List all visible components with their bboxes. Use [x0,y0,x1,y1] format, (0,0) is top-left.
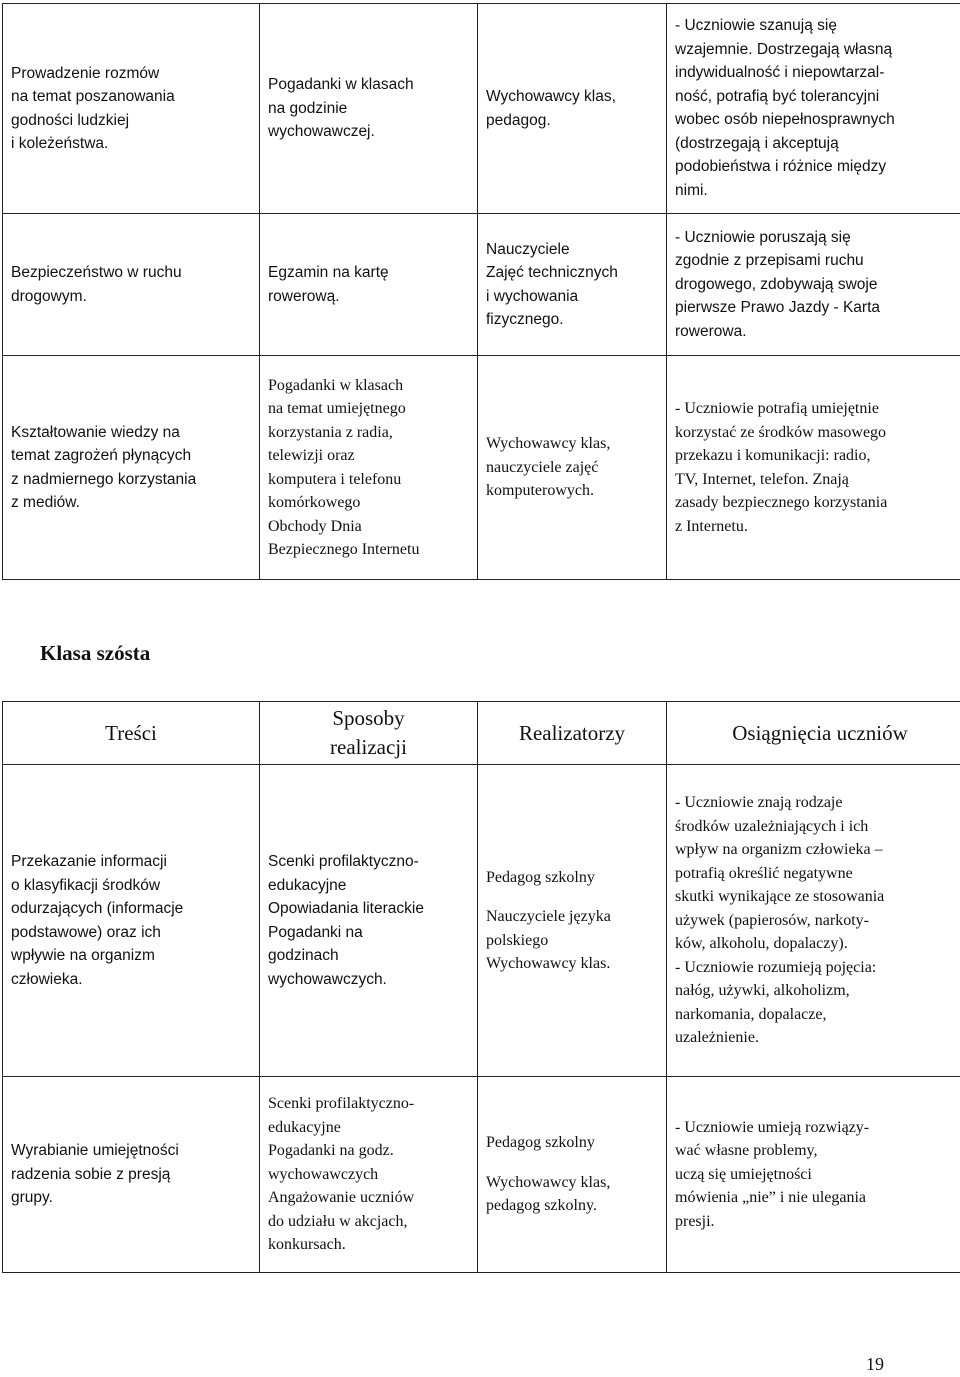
header-tresci: Treści [3,702,260,765]
realizatorzy-text: Wychowawcy klas, nauczyciele zajęć komputerowych. [486,435,611,500]
sposoby-text: Scenki profilaktyczno- edukacyjne Opowiadania literackie Pogadanki na godzinach wychowawczych. [268,853,424,988]
osiagniecia-cell [667,1077,960,1273]
realizatorzy-cell [478,356,667,580]
sposoby-text: Pogadanki w klasach na temat umiejętnego korzystania z radia, telewizji oraz komputera i telefonu komórkowego Obchody Dnia Bezpiecznego Internetu [268,376,420,558]
table-row [3,214,960,356]
sposoby-cell [260,4,478,214]
tresci-text: Prowadzenie rozmów na temat poszanowania godności ludzkiej i koleżeństwa. [11,64,175,152]
table-row [3,765,960,1077]
realizatorzy-text: Pedagog szkolny [486,868,595,886]
sposoby-text: Egzamin na kartę rowerową. [268,264,389,305]
sposoby-cell [260,765,478,1077]
realizatorzy-text: Nauczyciele Zajęć technicznych i wychowania fizycznego. [486,240,618,328]
sposoby-cell [260,214,478,356]
osiagniecia-cell [667,4,960,214]
sposoby-text: Pogadanki w klasach na godzinie wychowawczej. [268,76,414,141]
header-sposoby: Sposoby realizacji [260,702,478,765]
table-row [3,4,960,214]
table-row [3,356,960,580]
realizatorzy-cell [478,765,667,1077]
osiagniecia-text: - Uczniowie szanują się wzajemnie. Dostrzegają własną indywidualność i niepowtarzal- ność, potrafią być tolerancyjni wobec osób niepełnosprawnych (dostrzegają i akceptują podobieństwa i różnice między nimi. [675,17,895,199]
sposoby-cell [260,356,478,580]
tresci-text: Kształtowanie wiedzy na temat zagrożeń płynących z nadmiernego korzystania z mediów. [11,423,197,511]
table-previous-class [2,3,960,580]
tresci-text: Bezpieczeństwo w ruchu drogowym. [11,264,182,305]
header-osiagniecia: Osiągnięcia uczniów [667,702,960,765]
osiagniecia-text: - Uczniowie poruszają się zgodnie z przepisami ruchu drogowego, zdobywają swoje pierwsze Prawo Jazdy - Karta rowerowa. [675,228,881,340]
sposoby-cell [260,1077,478,1273]
tresci-cell [3,765,260,1077]
osiagniecia-text: - Uczniowie umieją rozwiązy- wać własne problemy, uczą się umiejętności mówienia „nie” i nie ulegania presji. [675,1118,870,1230]
header-realizatorzy: Realizatorzy [478,702,667,765]
osiagniecia-text: - Uczniowie znają rodzaje środków uzależniających i ich wpływ na organizm człowieka – potrafią określić negatywne skutki wynikające ze stosowania używek (papierosów, narkoty- ków, alkoholu, dopalaczy). - Uczniowie rozumieją pojęcia: nałóg, używki, alkoholizm, narkomania, dopalacze, uzależnienie. [675,794,885,1047]
realizatorzy-cell [478,1077,667,1273]
realizatorzy-text: Wychowawcy klas, pedagog szkolny. [486,1173,611,1215]
osiagniecia-cell [667,356,960,580]
table-row [3,1077,960,1273]
tresci-cell [3,1077,260,1273]
osiagniecia-text: - Uczniowie potrafią umiejętnie korzystać ze środków masowego przekazu i komunikacji: radio, TV, Internet, telefon. Znają zasady bezpiecznego korzystania z Internetu. [675,400,888,535]
realizatorzy-text: Nauczyciele języka polskiego Wychowawcy klas. [486,908,611,972]
realizatorzy-cell [478,214,667,356]
realizatorzy-cell [478,4,667,214]
page-number: 19 [866,1354,884,1374]
osiagniecia-cell [667,214,960,356]
tresci-cell [3,214,260,356]
section-title: Klasa szósta [40,641,151,665]
tresci-text: Przekazanie informacji o klasyfikacji środków odurzających (informacje podstawowe) oraz ich wpływie na organizm człowieka. [11,853,184,988]
sposoby-text: Scenki profilaktyczno- edukacyjne Pogadanki na godz. wychowawczych Angażowanie uczniów do udziału w akcjach, konkursach. [268,1095,415,1254]
tresci-cell [3,4,260,214]
tresci-cell [3,356,260,580]
table-header-row [3,702,960,765]
table-class-six [2,701,960,1273]
tresci-text: Wyrabianie umiejętności radzenia sobie z presją grupy. [11,1142,179,1207]
realizatorzy-text: Wychowawcy klas, pedagog. [486,88,616,129]
osiagniecia-cell [667,765,960,1077]
realizatorzy-text: Pedagog szkolny [486,1134,595,1152]
